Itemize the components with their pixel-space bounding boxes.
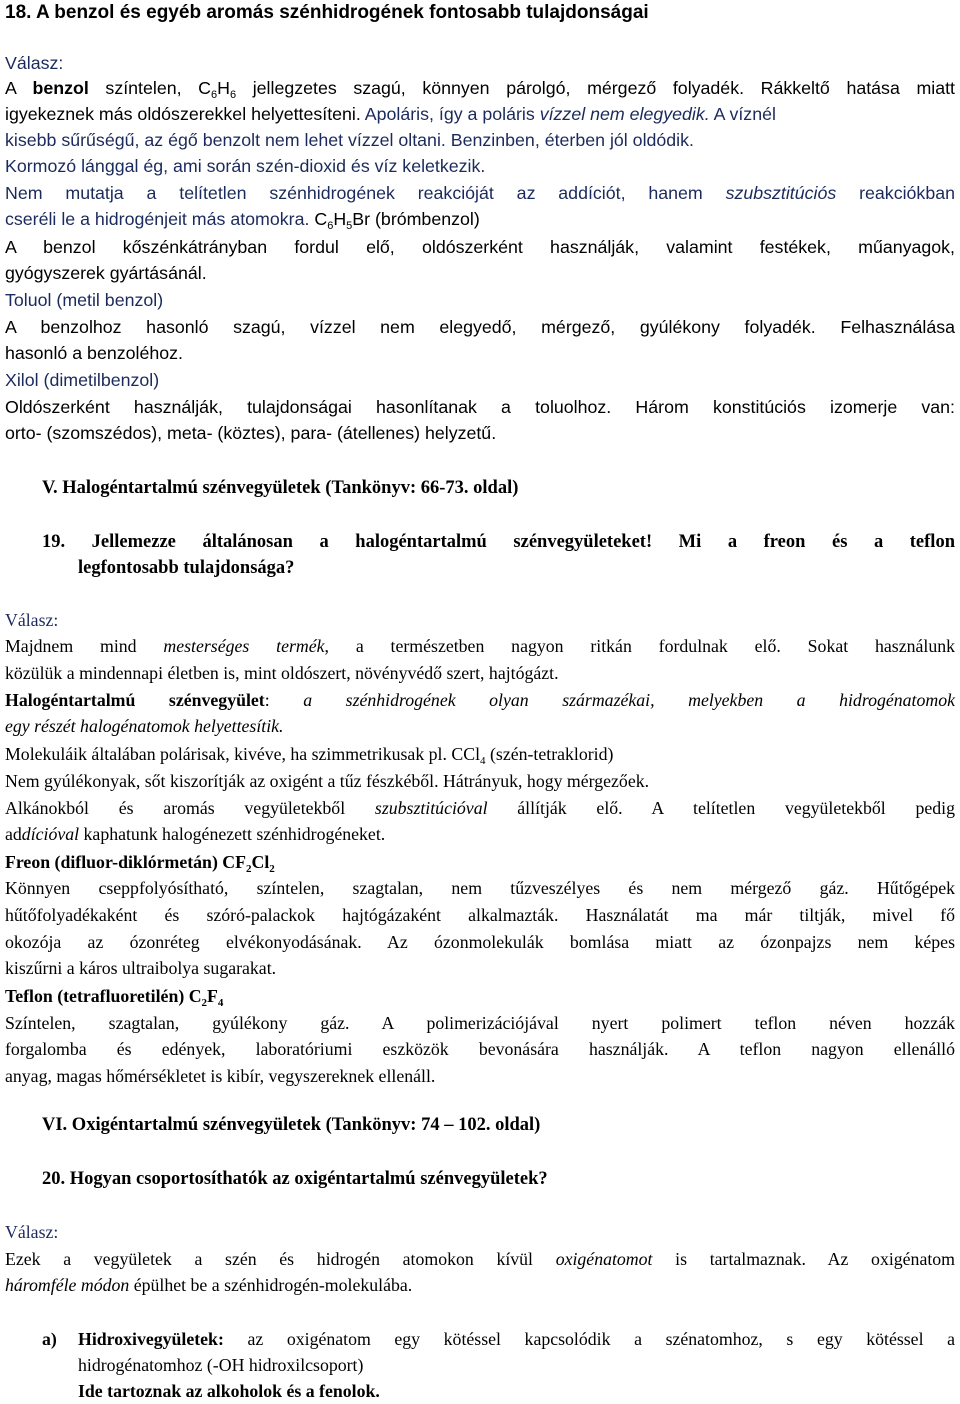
term-benzol: benzol	[32, 78, 89, 98]
benzol-line-5	[5, 180, 955, 206]
halogen-line-1	[5, 633, 955, 659]
xilol-line-2: orto- (szomszédos), meta- (köztes), para- (átellenes) helyzetű.	[5, 423, 497, 443]
xilol-line-1: Oldószerként használják, tulajdonságai hasonlítanak a toluolhoz. Három konstitúciós izomerje van:	[5, 397, 955, 417]
benzol-line-7: A benzol kőszénkátrányban fordul elő, oldószerként használják, valamint festékek, műanyagok,	[5, 237, 955, 257]
emphasis: mesterséges termék	[163, 636, 325, 656]
text: Alkánokból és aromás vegyületekből	[5, 798, 375, 818]
section-vi-title: VI. Oxigéntartalmú szénvegyületek (Tankönyv: 74 – 102. oldal)	[42, 1115, 541, 1135]
text: Ezek a vegyületek a szén és hidrogén atomokon kívül	[5, 1249, 556, 1269]
text: kaphatunk halogénezett szénhidrogéneket.	[79, 824, 386, 844]
text: C	[309, 209, 328, 229]
benzol-line-2	[5, 101, 955, 127]
halogen-production-line-2	[5, 821, 955, 847]
text: ad	[5, 824, 22, 844]
benzol-line-3: kisebb sűrűségű, az égő benzolt nem lehet vízzel oltani. Benzinben, éterben jól oldódik.	[5, 130, 694, 150]
text: H	[333, 209, 347, 229]
subscript: 2	[269, 863, 275, 875]
halogen-definition-line-1	[5, 687, 955, 713]
term: Hidroxivegyületek:	[78, 1329, 224, 1349]
text: A víznél	[709, 104, 776, 124]
subscript: 4	[480, 755, 486, 767]
answer-label: Válasz:	[5, 1222, 59, 1242]
subscript: 6	[229, 89, 237, 101]
subscript: 2	[201, 997, 208, 1009]
question-19-heading-line-2: legfontosabb tulajdonsága?	[78, 558, 295, 578]
halogen-nonflammable-line: Nem gyúlékonyak, sőt kiszorítják az oxigént a tűz fészkéből. Hátrányuk, hogy mérgezőek.	[5, 771, 650, 791]
subscript: 6	[211, 89, 218, 101]
answer-label: Válasz:	[5, 610, 59, 630]
teflon-line-2: forgalomba és edények, laboratóriumi eszközök bevonására használják. A teflon nagyon ellenálló	[5, 1039, 955, 1059]
text: :	[264, 690, 304, 710]
freon-line-3: okozója az ózonréteg elvékonyodásának. Az ózonmolekulák bomlása miatt az ózonpajzs nem képes	[5, 932, 955, 952]
emphasis: háromféle módon	[5, 1275, 130, 1295]
teflon-line-1: Színtelen, szagtalan, gyúlékony gáz. A polimerizációjával nyert polimert teflon néven hozzák	[5, 1013, 955, 1033]
term: Halogéntartalmú szénvegyület	[5, 690, 265, 710]
benzol-line-4: Kormozó lánggal ég, ami során szén-dioxid és víz keletkezik.	[5, 156, 486, 176]
xilol-title: Xilol (dimetilbenzol)	[5, 370, 160, 390]
text: cseréli le a hidrogénjeit más atomokra.	[5, 209, 310, 229]
emphasis: szubsztitúcióval	[374, 798, 488, 818]
emphasis: díci	[21, 824, 49, 844]
list-marker-a: a)	[42, 1329, 57, 1349]
freon-title	[5, 849, 955, 875]
text: Nem mutatja a telítetlen szénhidrogének reakcióját az addíciót, hanem	[5, 183, 726, 203]
text: H	[217, 78, 230, 98]
freon-line-2: hűtőfolyadékaként és szóró-palackok hajtógázaként alkalmazták. Használatát ma már tiltják, mivel fő	[5, 905, 955, 925]
hydroxy-line-2: hidrogénatomhoz (-OH hidroxilcsoport)	[78, 1355, 364, 1375]
text: Br (brómbenzol)	[352, 209, 480, 229]
oxygen-line-1	[5, 1246, 955, 1272]
subscript: 5	[346, 220, 353, 232]
text: reakciókban	[836, 183, 955, 203]
text: Freon (difluor-diklórmetán) CF	[5, 852, 247, 872]
text: (szén-tetraklorid)	[485, 744, 614, 764]
text: az oxigénatom egy kötéssel kapcsolódik a szénatomhoz, s egy kötéssel a	[223, 1329, 955, 1349]
emphasis: oxigénatomot	[555, 1249, 653, 1269]
freon-line-4: kiszűrni a káros ultraibolya sugarakat.	[5, 958, 277, 978]
text: jellegzetes szagú, könnyen párolgó, mérgező folyadék. Rákkeltő hatása miatt	[236, 78, 955, 98]
emphasis: óval	[48, 824, 80, 844]
subscript: 2	[246, 863, 252, 875]
text: színtelen, C	[88, 78, 211, 98]
question-19-heading-line-1: 19. Jellemezze általánosan a halogéntartalmú szénvegyületeket! Mi a freon és a teflon	[42, 532, 955, 552]
text: Teflon (tetrafluoretilén) C	[5, 986, 202, 1006]
halogen-molecule-line	[5, 741, 955, 767]
definition: a szénhidrogének olyan származékai, melyekben a hidrogénatomok	[303, 690, 955, 710]
oxygen-line-2	[5, 1272, 955, 1298]
subscript: 4	[217, 997, 224, 1009]
text: F	[207, 986, 218, 1006]
teflon-title	[5, 983, 955, 1009]
benzol-line-6	[5, 206, 955, 232]
halogen-definition-line-2: egy részét halogénatomok helyettesítik.	[5, 716, 284, 736]
section-v-title: V. Halogéntartalmú szénvegyületek (Tankönyv: 66-73. oldal)	[42, 478, 519, 498]
text: is tartalmaznak. Az oxigénatom	[652, 1249, 955, 1269]
text: Apoláris, így a poláris	[360, 104, 540, 124]
text: épülhet be a szénhidrogén-molekulába.	[129, 1275, 413, 1295]
question-20-heading: 20. Hogyan csoportosíthatók az oxigéntartalmú szénvegyületek?	[42, 1169, 548, 1189]
hydroxy-line-1	[78, 1326, 955, 1352]
benzol-line-1	[5, 75, 955, 101]
freon-line-1: Könnyen cseppfolyósítható, színtelen, szagtalan, nem tűzveszélyes és nem mérgező gáz. Hűtőgépek	[5, 878, 955, 898]
text: Majdnem mind	[5, 636, 164, 656]
text: , a természetben nagyon ritkán fordulnak elő. Sokat használunk	[324, 636, 955, 656]
toluol-title: Toluol (metil benzol)	[5, 290, 164, 310]
halogen-production-line-1	[5, 795, 955, 821]
subscript: 6	[327, 220, 334, 232]
text: igyekeznek más oldószerekkel helyettesíteni.	[5, 104, 361, 124]
text: A	[5, 78, 33, 98]
emphasis: vízzel nem elegyedik.	[539, 104, 710, 124]
toluol-line-1: A benzolhoz hasonló szagú, vízzel nem elegyedő, mérgező, gyúlékony folyadék. Felhasználása	[5, 317, 955, 337]
emphasis: szubsztitúciós	[725, 183, 837, 203]
benzol-line-8: gyógyszerek gyártásánál.	[5, 263, 207, 283]
teflon-line-3: anyag, magas hőmérsékletet is kibír, vegyszereknek ellenáll.	[5, 1066, 436, 1086]
hydroxy-line-3: Ide tartoznak az alkoholok és a fenolok.	[78, 1381, 380, 1401]
text: állítják elő. A telítetlen vegyületekből pedig	[487, 798, 955, 818]
answer-label: Válasz:	[5, 53, 64, 73]
text: Molekuláik általában polárisak, kivéve, ha szimmetrikusak pl. CCl	[5, 744, 481, 764]
toluol-line-2: hasonló a benzoléhoz.	[5, 343, 183, 363]
halogen-line-2: közülük a mindennapi életben is, mint oldószert, növényvédő szert, hajtógázt.	[5, 663, 559, 683]
question-18-heading: 18. A benzol és egyéb aromás szénhidrogének fontosabb tulajdonságai	[5, 2, 649, 23]
text: Cl	[251, 852, 270, 872]
